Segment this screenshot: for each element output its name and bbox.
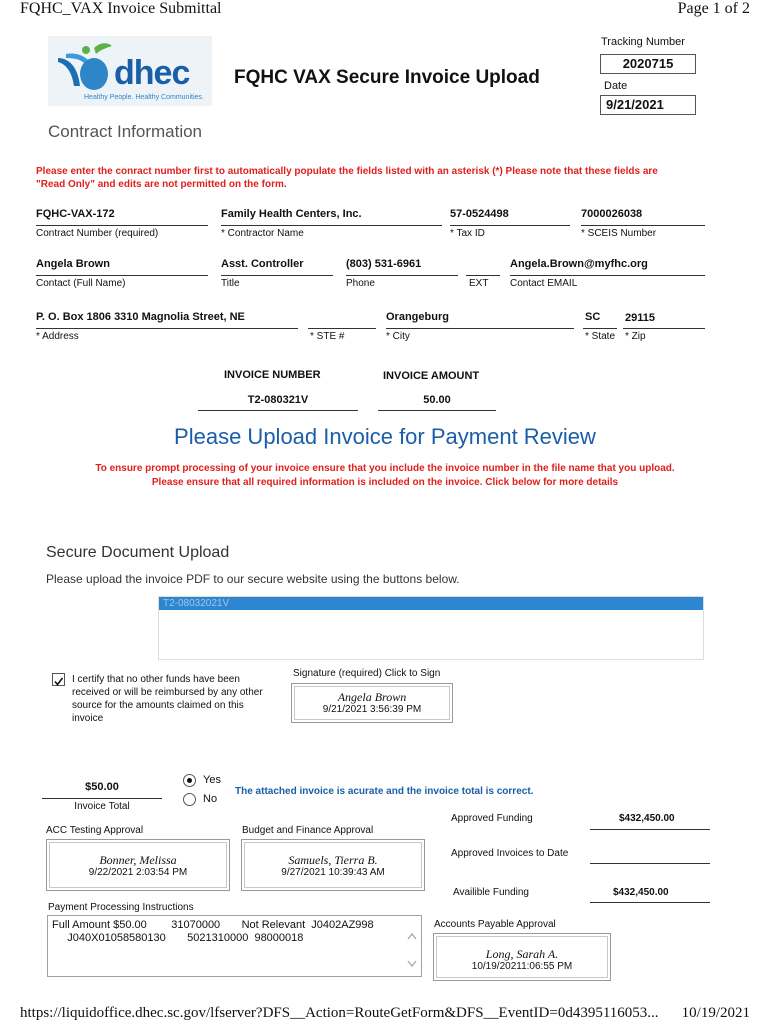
uploaded-file-item[interactable]: T2-08032021V bbox=[159, 597, 703, 610]
budget-approval-name: Samuels, Tierra B. bbox=[288, 853, 378, 867]
signature-box[interactable] bbox=[291, 683, 453, 723]
invoice-amount-label: INVOICE AMOUNT bbox=[383, 370, 480, 382]
form-title: FQHC VAX Secure Invoice Upload bbox=[234, 67, 540, 88]
secure-upload-instructions: Please upload the invoice PDF to our secure website using the buttons below. bbox=[46, 572, 460, 586]
payment-instructions-line-2: J040X01058580130 5021310000 98000018 bbox=[52, 932, 304, 944]
ap-approval-timestamp: 10/19/20211:06:55 PM bbox=[471, 961, 573, 972]
sceis-number-label: * SCEIS Number bbox=[581, 228, 657, 239]
acc-approval-box[interactable] bbox=[46, 839, 230, 891]
print-footer-url: https://liquidoffice.dhec.sc.gov/lfserver?DFS__Action=RouteGetForm&DFS__EventID=0d4395116053... bbox=[20, 1005, 659, 1021]
payment-instructions-line-1: Full Amount $50.00 31070000 Not Relevant J0402AZ998 bbox=[52, 919, 374, 931]
address-label: * Address bbox=[36, 331, 79, 342]
uploaded-files-list[interactable] bbox=[158, 596, 704, 660]
zip-value: 29115 bbox=[625, 312, 655, 324]
contract-number-value[interactable]: FQHC-VAX-172 bbox=[36, 208, 115, 220]
ap-approval-name: Long, Sarah A. bbox=[485, 947, 559, 961]
signature-name: Angela Brown bbox=[337, 690, 407, 704]
signature-timestamp: 9/21/2021 3:56:39 PM bbox=[322, 704, 422, 715]
secure-upload-title: Secure Document Upload bbox=[46, 544, 230, 561]
sceis-number-value: 7000026038 bbox=[581, 208, 643, 220]
ste-label: * STE # bbox=[310, 331, 345, 342]
ap-approval-label: Accounts Payable Approval bbox=[434, 919, 556, 930]
title-label: Title bbox=[221, 278, 240, 289]
contract-notice: Please enter the conract number first to automatically populate the fields listed with an asterisk (*) Please note that these fields are "Read Only" and edits are not permitted on the form. bbox=[36, 166, 658, 190]
budget-approval-timestamp: 9/27/2021 10:39:43 AM bbox=[281, 867, 385, 878]
signature-label: Signature (required) Click to Sign bbox=[293, 668, 441, 679]
yes-label: Yes bbox=[203, 774, 221, 786]
phone-value[interactable]: (803) 531-6961 bbox=[346, 258, 422, 270]
scroll-arrows-icon bbox=[403, 916, 421, 976]
contact-name-value[interactable]: Angela Brown bbox=[36, 258, 110, 270]
city-value: Orangeburg bbox=[386, 311, 449, 323]
state-label: * State bbox=[585, 331, 616, 342]
approved-funding-value: $432,450.00 bbox=[619, 813, 675, 824]
ext-label: EXT bbox=[469, 278, 489, 289]
budget-approval-box[interactable] bbox=[241, 839, 425, 891]
budget-approval-label: Budget and Finance Approval bbox=[242, 825, 374, 836]
tax-id-value: 57-0524498 bbox=[450, 208, 509, 220]
logo-wordmark: dhec bbox=[114, 54, 190, 92]
state-value: SC bbox=[585, 311, 601, 323]
no-radio[interactable] bbox=[183, 793, 196, 806]
address-value: P. O. Box 1806 3310 Magnolia Street, NE bbox=[36, 311, 245, 323]
upload-heading: Please Upload Invoice for Payment Review bbox=[174, 424, 596, 449]
contract-number-label: Contract Number (required) bbox=[36, 228, 159, 239]
print-footer-date: 10/19/2021 bbox=[681, 1005, 750, 1021]
available-funding-value: $432,450.00 bbox=[613, 887, 669, 898]
invoice-total-label: Invoice Total bbox=[74, 801, 130, 812]
upload-notice-1: To ensure prompt processing of your invoice ensure that you include the invoice number in the file name that you upload. bbox=[95, 463, 675, 474]
invoice-amount-value[interactable]: 50.00 bbox=[423, 394, 451, 406]
tracking-number-label: Tracking Number bbox=[601, 36, 685, 48]
acc-approval-name: Bonner, Melissa bbox=[99, 853, 177, 867]
print-header-page: Page 1 of 2 bbox=[677, 0, 750, 17]
contact-email-label: Contact EMAIL bbox=[510, 278, 578, 289]
no-label: No bbox=[203, 793, 218, 805]
invoice-number-label: INVOICE NUMBER bbox=[224, 369, 321, 381]
contact-email-value[interactable]: Angela.Brown@myfhc.org bbox=[510, 258, 648, 270]
logo-tagline: Healthy People. Healthy Communities. bbox=[84, 94, 204, 101]
contact-name-label: Contact (Full Name) bbox=[36, 278, 126, 289]
acc-approval-label: ACC Testing Approval bbox=[46, 825, 144, 836]
print-header-title: FQHC_VAX Invoice Submittal bbox=[20, 0, 222, 17]
approved-invoices-label: Approved Invoices to Date bbox=[451, 848, 569, 859]
accurate-statement: The attached invoice is acurate and the invoice total is correct. bbox=[235, 786, 534, 797]
available-funding-label: Availible Funding bbox=[453, 887, 529, 898]
contractor-name-label: * Contractor Name bbox=[221, 228, 304, 239]
contract-section-title: Contract Information bbox=[48, 122, 203, 141]
tax-id-label: * Tax ID bbox=[450, 228, 485, 239]
textarea-scrollbar[interactable] bbox=[403, 916, 421, 976]
phone-label: Phone bbox=[346, 278, 375, 289]
tracking-number-field[interactable]: 2020715 bbox=[600, 54, 696, 74]
checkmark-icon bbox=[53, 676, 64, 687]
certify-text: I certify that no other funds have been received or will be reimbursed by any other source for the amounts claimed on this invoice bbox=[72, 674, 263, 724]
date-label: Date bbox=[604, 80, 628, 92]
payment-instructions-label: Payment Processing Instructions bbox=[48, 902, 194, 913]
city-label: * City bbox=[386, 331, 410, 342]
date-field[interactable]: 9/21/2021 bbox=[600, 95, 696, 115]
dhec-logo bbox=[48, 36, 212, 106]
invoice-total-value: $50.00 bbox=[85, 781, 119, 793]
yes-radio[interactable] bbox=[183, 774, 196, 787]
contractor-name-value: Family Health Centers, Inc. bbox=[221, 208, 362, 220]
ap-approval-box[interactable] bbox=[433, 933, 611, 981]
certify-checkbox[interactable] bbox=[52, 673, 65, 686]
zip-label: * Zip bbox=[625, 331, 646, 342]
approved-funding-label: Approved Funding bbox=[451, 813, 533, 824]
payment-instructions-textarea[interactable] bbox=[47, 915, 422, 977]
upload-notice-2[interactable]: Please ensure that all required information is included on the invoice. Click below for more details bbox=[151, 477, 619, 488]
acc-approval-timestamp: 9/22/2021 2:03:54 PM bbox=[88, 867, 188, 878]
invoice-number-value[interactable]: T2-080321V bbox=[247, 394, 309, 406]
title-value[interactable]: Asst. Controller bbox=[221, 258, 304, 270]
